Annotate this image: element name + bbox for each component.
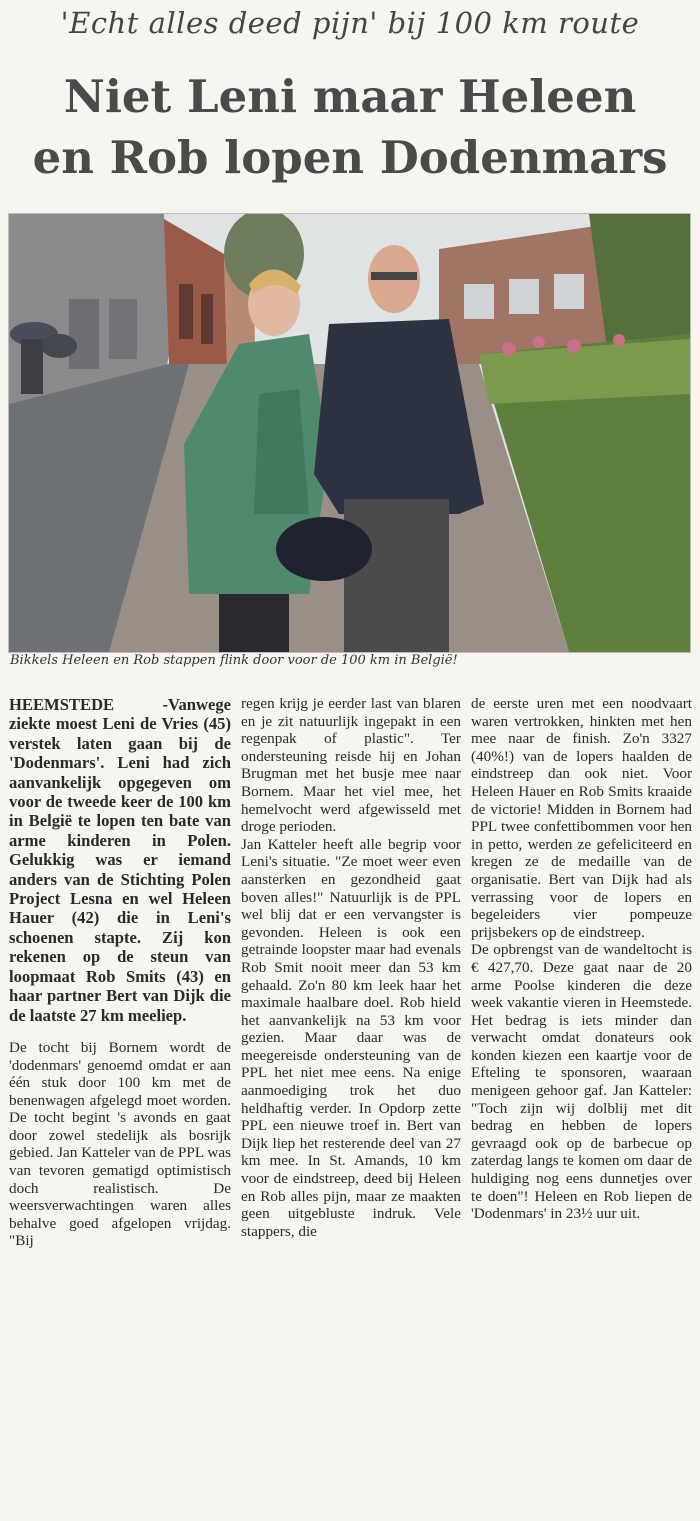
article-headline	[0, 66, 700, 188]
article-photo	[8, 213, 691, 653]
column-2-paragraph-2: Jan Katteler heeft alle begrip voor Leni's situatie. "Ze moet weer even aansterken en gezondheid gaat boven alles!" Natuurlijk is de PPL wel blij dat er een vervangster is gevonden. Heleen is ook een getrainde loopster maar had evenals Rob Smit nooit meer dan 53 km gehaald. Zo'n 80 km leek haar het maximale haalbare doel. Rob hield het aanvankelijk na 53 km voor gezien. Maar daar was de meegereisde ondersteuning van de PPL het niet mee eens. Na enige aanmoediging trok het duo heldhaftig verder. In Opdorp zette PPL een nieuwe troef in. Bert van Dijk liep het resterende deel van 27 km mee. In St. Amands, 10 km voor de eindstreep, deed bij Heleen en Rob alles pijn, maar ze maakten geen uitgebluste indruk. Vele stappers, die	[241, 835, 461, 1240]
article-column-3	[471, 695, 692, 1223]
column-2-paragraph-1: regen krijg je eerder last van blaren en je zit natuurlijk ingepakt in een regenpak of plastic". Ter ondersteuning reisde hij en Johan Brugman met het busje mee naar Bornem. Maar het viel mee, het hemelvocht werd afgewisseld met droge perioden.	[241, 695, 461, 836]
article-column-2	[241, 695, 461, 1240]
lead-text: -Vanwege ziekte moest Leni de Vries (45) verstek laten gaan bij de 'Dodenmars'. Leni had zich aanvankelijk opgegeven om voor de tweede keer de 100 km in België te lopen ten bate van arme kinderen in Polen. Gelukkig was er iemand anders van de Stichting Polen Project Lesna en wel Heleen Hauer (42) die in Leni's schoenen stapte. Zij kon rekenen op de steun van loopmaat Rob Smits (43) en haar partner Bert van Dijk die de laatste 27 km meeliep.	[9, 695, 231, 1025]
column-3-paragraph-1: de eerste uren met een noodvaart waren vertrokken, hinkten met hen mee naar de finish. Zo'n 3327 (40%!) van de lopers haalden de eindstreep dan ook niet. Voor Heleen Hauer en Rob Smits kraaide de victorie! Midden in Bornem had PPL twee confettibommen voor hen in petto, werden ze gefeliciteerd en kregen ze de medaille van de organisatie. Bert van Dijk had als verrassing voor de lopers en begeleiders vier pompeuze prijsbekers op de eindstreep.	[471, 695, 692, 941]
article-column-1	[9, 695, 231, 1250]
headline-line-2: en Rob lopen Dodenmars	[32, 131, 668, 184]
column-1-body: De tocht bij Bornem wordt de 'dodenmars' genoemd omdat er aan één stuk door 100 km met de benenwagen afgelegd moet worden. De tocht begint 's avonds en gaat door zowel stedelijk als bosrijk gebied. Jan Katteler van de PPL was van tevoren gematigd optimistisch doch realistisch. De weersverwachtingen waren alles behalve goed afgelopen vrijdag. "Bij	[9, 1038, 231, 1250]
photo-caption: Bikkels Heleen en Rob stappen flink door voor de 100 km in België!	[10, 653, 458, 668]
street-photo-illustration	[9, 214, 690, 652]
column-3-paragraph-2: De opbrengst van de wandeltocht is € 427,70. Deze gaat naar de 20 arme Poolse kinderen die deze week vakantie vieren in Heemstede. Het bedrag is iets minder dan verwacht omdat donateurs ook konden kiezen een kaartje voor de Efteling te sponsoren, waaraan menigeen gehoor gaf. Jan Katteler: "Toch zijn wij dolblij met dit bedrag en hebben de lopers gevraagd ook op de barbecue op zaterdag langs te komen om daar de huldiging nog eens dunnetjes over te doen"! Heleen en Rob liepen de 'Dodenmars' in 23½ uur uit.	[471, 941, 692, 1223]
article-lead	[9, 695, 231, 1025]
article-kicker: 'Echt alles deed pijn' bij 100 km route	[60, 6, 640, 40]
headline-line-1: Niet Leni maar Heleen	[63, 70, 637, 123]
lead-dateline: HEEMSTEDE	[9, 695, 115, 714]
